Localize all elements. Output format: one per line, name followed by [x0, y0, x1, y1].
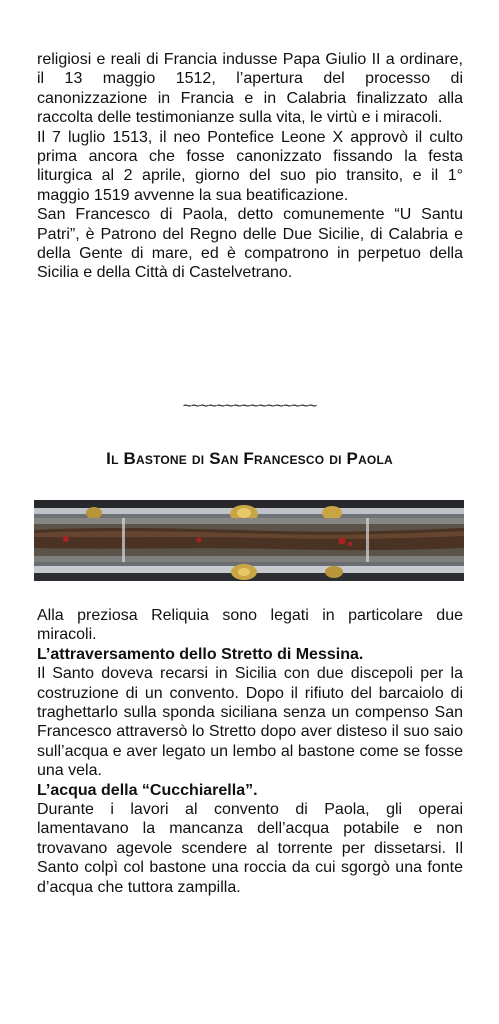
miracle-strait-text: Il Santo doveva recarsi in Sicilia con due discepoli per la costruzione di un convento. Dopo il rifiuto del barcaiolo di traghettarlo sulla sponda siciliana senza un compenso San Francesco attraversò lo Stretto dopo aver disteso il suo saio sull’acqua e aver legato un lembo al bastone come se fosse una vela.	[37, 665, 463, 780]
miracle-strait-title: L’attraversamento dello Stretto di Messina.	[37, 645, 364, 663]
bottom-text-block	[37, 606, 463, 897]
section-title: Il Bastone di San Francesco di Paola	[106, 449, 393, 468]
top-text-block	[37, 50, 463, 283]
tilde-separator: ~~~~~~~~~~~~~~~~	[182, 398, 317, 415]
miracle-water-text: Durante i lavori al convento di Paola, gli operai lamentavano la mancanza dell’acqua potabile e non trovavano agevole scendere al torrente per dissetarsi. Il Santo colpì col bastone una roccia da cui sgorgò una fonte d’acqua che tuttora zampilla.	[37, 801, 463, 896]
miracle-water-title: L’acqua della “Cucchiarella”.	[37, 781, 258, 799]
paragraph-canonization: religiosi e reali di Francia indusse Papa Giulio II a ordinare, il 13 maggio 1512, l’apertura del processo di canonizzazione in Francia e in Calabria finalizzato alla raccolta delle testimonianze sulla vita, le virtù e i miracoli.	[37, 51, 463, 127]
staff-relic-photo	[34, 500, 464, 581]
paragraph-patronage: San Francesco di Paola, detto comunemente “U Santu Patri”, è Patrono del Regno delle Due Sicilie, di Calabria e della Gente di mare, ed è compatrono in perpetuo della Sicilia e della Città di Castelvetrano.	[37, 206, 463, 282]
paragraph-beatification: Il 7 luglio 1513, il neo Pontefice Leone X approvò il culto prima ancora che fosse canonizzato fissando la festa liturgica al 2 aprile, giorno del suo pio transito, e il 1° maggio 1519 avvenne la sua beatificazione.	[37, 128, 463, 204]
miracles-intro: Alla preziosa Reliquia sono legati in particolare due miracoli.	[37, 607, 463, 644]
